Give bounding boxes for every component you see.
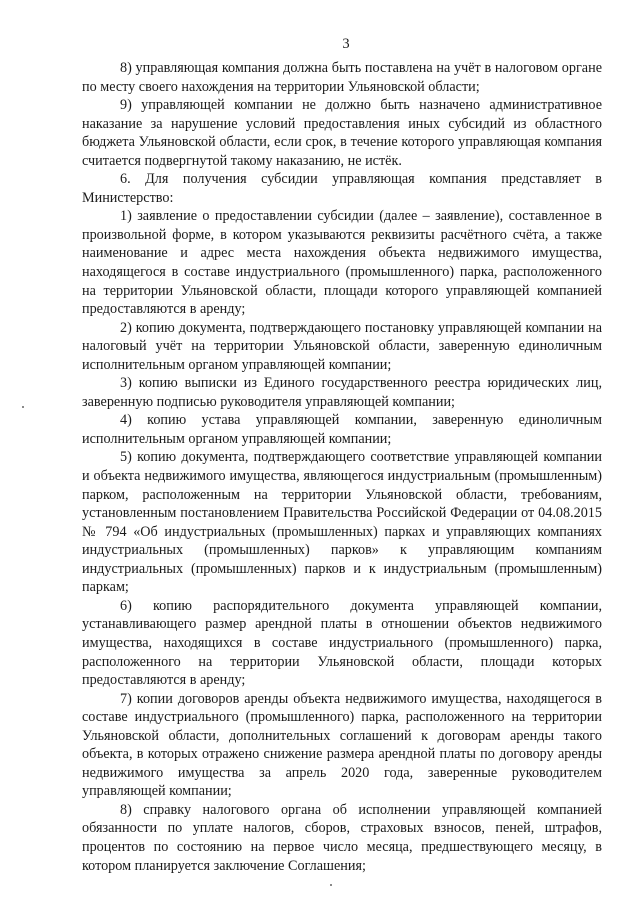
paragraph-item-9: 9) управляющей компании не должно быть назначено административное наказание за нарушение условий предоставления иных субсидий из областного бюджета Ульяновской области, если срок, в течение которого управляющая компания считается подвергнутой такому наказанию, не истёк. — [82, 97, 602, 169]
paragraph-clause-6: 6. Для получения субсидии управляющая компания представляет в Министерство: — [82, 171, 602, 206]
page-number: 3 — [342, 36, 350, 52]
paragraph-subitem-3: 3) копию выписки из Единого государственного реестра юридических лиц, заверенную подписью руководителя управляющей компании; — [82, 375, 602, 410]
paragraph-subitem-6: 6) копию распорядительного документа управляющей компании, устанавливающего размер арендной платы в отношении объектов недвижимого имущества, находящихся в составе индустриального (промышленного) парка, расположенного на территории Ульяновской области, площади которых предоставляются в аренду; — [82, 597, 602, 689]
scan-speck-left — [22, 406, 24, 408]
paragraph-subitem-2: 2) копию документа, подтверждающего постановку управляющей компании на налоговый учёт на территории Ульяновской области, заверенную единоличным исполнительным органом управляющей компании; — [82, 319, 602, 373]
paragraph-subitem-5: 5) копию документа, подтверждающего соответствие управляющей компании и объекта недвижимого имущества, являющегося индустриальным (промышленным) парком, расположенным на территории Ульяновской области, требованиям, установленным постановлением Правительства Российской Федерации от 04.08.2015 № 794 «Об индустриальных (промышленных) парках и управляющих компаниях индустриальных (промышленных) парков» к управляющим компаниям индустриальных (промышленных) парков и к индустриальным (промышленным) паркам; — [82, 449, 602, 596]
scan-speck-bottom — [330, 884, 332, 886]
paragraph-subitem-7: 7) копии договоров аренды объекта недвижимого имущества, находящегося в составе индустриального (промышленного) парка, расположенного на территории Ульяновской области, дополнительных соглашений к договорам аренды такого объекта, в которых отражено снижение размера арендной платы по договору аренды недвижимого имущества за апрель 2020 года, заверенные руководителем управляющей компании; — [82, 690, 602, 800]
paragraph-subitem-4: 4) копию устава управляющей компании, заверенную единоличным исполнительным органом управляющей компании; — [82, 412, 602, 447]
paragraph-subitem-8: 8) справку налогового органа об исполнении управляющей компанией обязанности по уплате налогов, сборов, страховых взносов, пеней, штрафов, процентов по состоянию на первое число месяца, предшествующего месяцу, в котором планируется заключение Соглашения; — [82, 801, 602, 874]
paragraph-subitem-1: 1) заявление о предоставлении субсидии (далее – заявление), составленное в произвольной форме, в котором указываются реквизиты расчётного счёта, а также наименование и адрес места нахождения объекта недвижимого имущества, находящегося в составе индустриального (промышленного) парка, расположенного на территории Ульяновской области, площади которого управляющей компанией предоставляются в аренду; — [82, 208, 602, 318]
paragraph-item-8: 8) управляющая компания должна быть поставлена на учёт в налоговом органе по месту своего нахождения на территории Ульяновской области; — [82, 60, 602, 95]
